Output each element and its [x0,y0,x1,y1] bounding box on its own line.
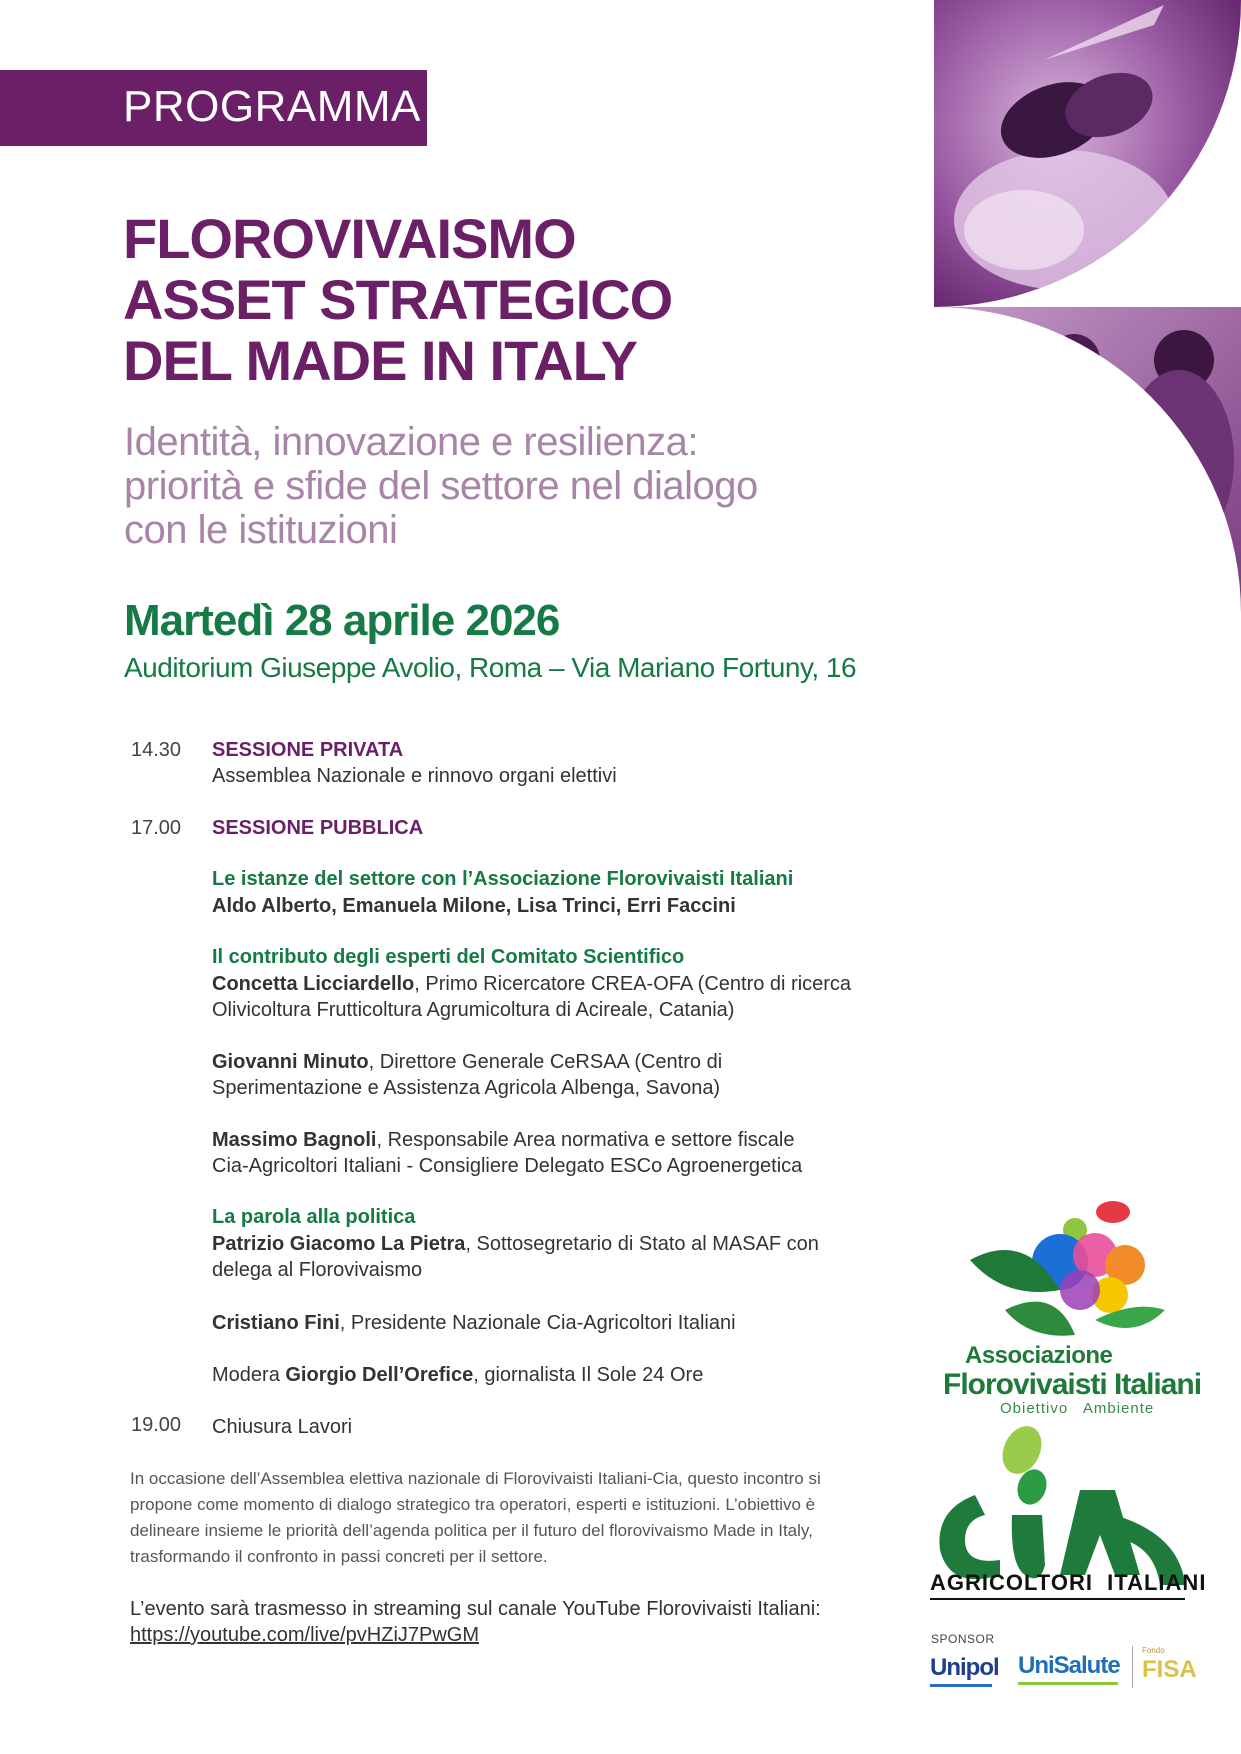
time-1900: 19.00 [131,1414,182,1436]
session-private-desc: Assemblea Nazionale e rinnovo organi elettivi [212,765,617,787]
session-public-title: SESSIONE PUBBLICA [212,817,424,839]
title-line-3: DEL MADE IN ITALY [123,329,638,392]
banner-label: PROGRAMMA [123,82,421,131]
subtitle-line-3: con le istituzioni [124,508,398,552]
unipol-swoosh [930,1684,992,1687]
moderator-prefix: Modera [212,1364,286,1386]
moderator [212,1362,703,1388]
session-private-title: SESSIONE PRIVATA [212,739,404,761]
afi-name-line-1: Associazione [965,1342,1113,1369]
subtitle-line-2: priorità e sfide del settore nel dialogo [124,464,758,508]
cia-caption: AGRICOLTORI ITALIANI [930,1570,1207,1595]
caption-underline [930,1598,1185,1600]
fisa-prefix: Fondo [1142,1646,1165,1655]
speaker-role: , Sottosegretario di Stato al MASAF con [465,1233,819,1255]
sponsor-unisalute: UniSalute [1018,1652,1120,1679]
streaming-text: L’evento sarà trasmesso in streaming sul canale YouTube Florovivaisti Italiani: [130,1598,821,1620]
header-photos [934,0,1241,615]
sponsor-fisa: FISA [1142,1656,1197,1683]
speaker-fini [212,1310,736,1336]
speaker-minuto [212,1049,722,1101]
speaker-role: , Direttore Generale CeRSAA (Centro di [368,1051,723,1073]
description-line-2: propone come momento di dialogo strategico tra operatori, esperti e istituzioni. L’obiettivo è [130,1495,816,1514]
sponsors-row [930,1646,1197,1694]
title-line-2: ASSET STRATEGICO [123,268,673,331]
time-1430: 14.30 [131,739,182,761]
speaker-name: Cristiano Fini [212,1312,340,1334]
youtube-link[interactable]: https://youtube.com/live/pvHZiJ7PwGM [130,1624,480,1646]
subtitle-line-1: Identità, innovazione e resilienza: [124,420,698,464]
closing-label: Chiusura Lavori [212,1416,353,1438]
block-title-association: Le istanze del settore con l’Associazione Florovivaisti Italiani [212,868,794,890]
sponsor-unipol: Unipol [930,1654,999,1681]
sponsor-label: SPONSOR [931,1632,995,1646]
speaker-name: Giovanni Minuto [212,1051,369,1073]
speaker-role-cont: Sperimentazione e Assistenza Agricola Albenga, Savona) [212,1077,721,1099]
event-title [123,208,672,391]
afi-flower-icon [935,1200,1190,1340]
speaker-role-cont: delega al Florovivaismo [212,1259,423,1281]
speaker-name: Patrizio Giacomo La Pietra [212,1233,466,1255]
event-description [130,1466,860,1570]
streaming-info [130,1596,890,1648]
moderator-role: , giornalista Il Sole 24 Ore [473,1364,704,1386]
speaker-licciardello [212,971,851,1023]
moderator-name: Giorgio Dell’Orefice [285,1364,474,1386]
description-line-3: delineare insieme le priorità dell’agenda politica per il futuro del florovivaismo Made in Italy, [130,1521,813,1540]
speaker-bagnoli [212,1127,802,1179]
block-title-politics: La parola alla politica [212,1206,416,1228]
speaker-name: Concetta Licciardello [212,973,415,995]
speaker-role-cont: Olivicoltura Frutticoltura Agrumicoltura di Acireale, Catania) [212,999,735,1021]
unisalute-bar [1018,1682,1118,1685]
description-line-4: trasformando il confronto in passi concreti per il settore. [130,1547,548,1566]
speaker-role: , Presidente Nazionale Cia-Agricoltori Italiani [339,1312,736,1334]
association-speakers: Aldo Alberto, Emanuela Milone, Lisa Trinci, Erri Faccini [212,895,736,917]
description-line-1: In occasione dell’Assemblea elettiva nazionale di Florovivaisti Italiani-Cia, questo incontro si [130,1469,821,1488]
afi-tagline: Obiettivo Ambiente [1000,1400,1155,1417]
bee-photo [934,0,1241,307]
speaker-role: , Responsabile Area normativa e settore fiscale [376,1129,795,1151]
event-subtitle [124,420,864,552]
time-1700: 17.00 [131,817,182,839]
speaker-name: Massimo Bagnoli [212,1129,377,1151]
afi-logo [935,1200,1202,1417]
growers-photo [934,307,1241,615]
event-place: Auditorium Giuseppe Avolio, Roma – Via Mariano Fortuny, 16 [124,652,857,683]
speaker-la-pietra [212,1231,819,1283]
title-line-1: FLOROVIVAISMO [123,207,576,270]
speaker-role-cont: Cia-Agricoltori Italiani - Consigliere Delegato ESCo Agroenergetica [212,1155,803,1177]
block-title-experts: Il contributo degli esperti del Comitato Scientifico [212,946,685,968]
speaker-role: , Primo Ricercatore CREA-OFA (Centro di ricerca [414,973,852,995]
afi-name-line-2: Florovivaisti Italiani [943,1368,1202,1401]
sponsor-divider [1132,1646,1133,1688]
event-date: Martedì 28 aprile 2026 [124,596,560,645]
